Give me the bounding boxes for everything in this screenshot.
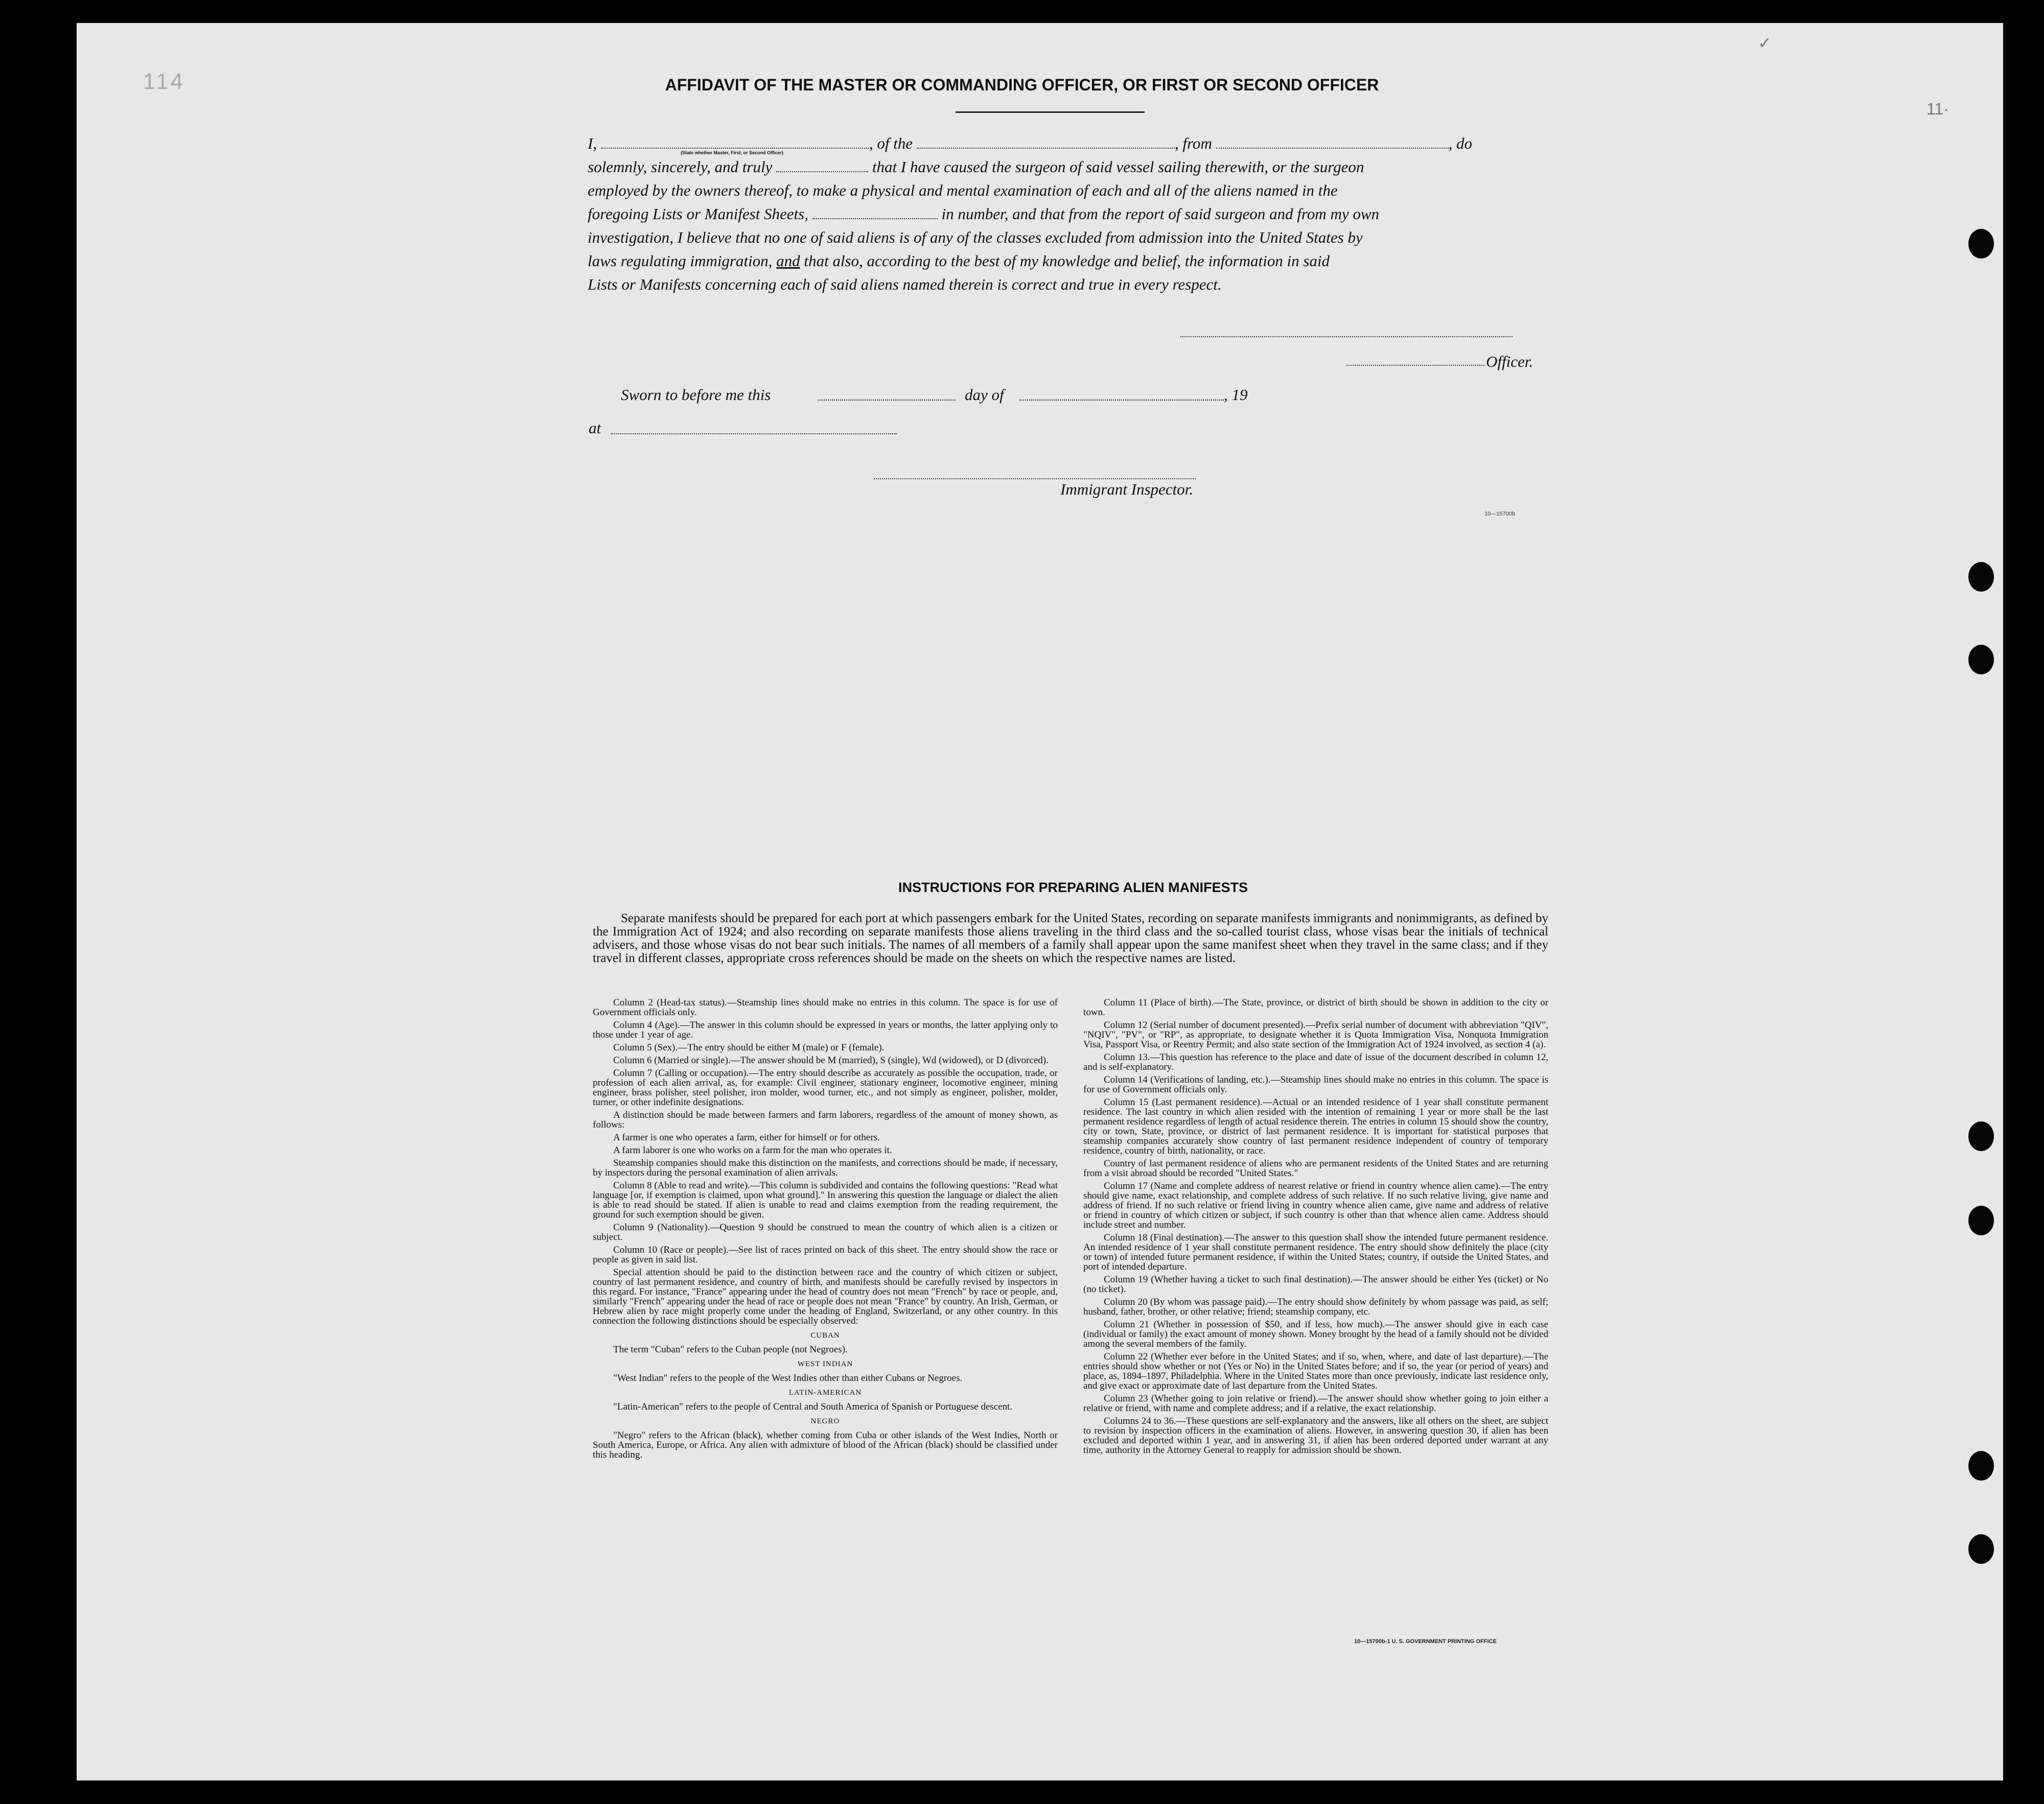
inspector-signature-line[interactable] bbox=[874, 478, 1196, 479]
corner-mark: ✓ bbox=[1758, 34, 1772, 52]
punch-hole bbox=[1968, 1206, 1994, 1235]
side-mark: 11· bbox=[1926, 100, 1949, 118]
punch-hole bbox=[1968, 562, 1994, 592]
officer-caption: Officer. bbox=[1486, 353, 1534, 370]
affidavit-text: solemnly, sincerely, and truly bbox=[588, 158, 773, 176]
instruction-paragraph: Column 5 (Sex).—The entry should be either M (male) or F (female). bbox=[613, 1042, 885, 1053]
instruction-paragraph: Column 22 (Whether ever before in the United States; and if so, when, where, and date of last departure).—The entries should show whether or not (Yes or No) in the United States before; and if so, the year (or period of years) and place, as, 1894–1897, Philadelphia. Where in the United States more than once previously, indicate last residence only, and give exact or approximate date of last departure from the United States. bbox=[1083, 1351, 1548, 1391]
of-the-label: , of the bbox=[869, 134, 913, 152]
sworn-label: Sworn to before me this bbox=[621, 386, 771, 404]
instructions-left-column bbox=[593, 998, 1058, 1463]
punch-hole bbox=[1968, 645, 1994, 674]
instruction-paragraph: "Latin-American" refers to the people of Central and South America of Spanish or Portuguese descent. bbox=[613, 1401, 1013, 1412]
instruction-paragraph: "West Indian" refers to the people of the West Indies other than either Cubans or Negroes. bbox=[613, 1373, 963, 1384]
instruction-paragraph: Column 18 (Final destination).—The answer to this question shall show the intended future permanent residence. An intended residence of 1 year shall constitute permanent residence. The entry should show definitely the place (city or town) of intended future permanent residence, if within the United States; country, if outside the United States, and port of intended departure. bbox=[1083, 1232, 1548, 1272]
pronoun-i: I, bbox=[588, 134, 597, 152]
punch-hole bbox=[1968, 229, 1994, 259]
officer-rank-field[interactable] bbox=[601, 135, 869, 149]
affidavit-title: AFFIDAVIT OF THE MASTER OR COMMANDING OFFICER, OR FIRST OR SECOND OFFICER bbox=[665, 76, 1379, 94]
affidavit-text: in number, and that from the report of said surgeon and from my own bbox=[941, 205, 1380, 223]
instruction-paragraph: A farmer is one who operates a farm, either for himself or for others. bbox=[613, 1132, 880, 1143]
affidavit-line-5: investigation, I believe that no one of said aliens is of any of the classes excluded from admission into the United States by bbox=[588, 228, 1363, 246]
section-heading-west-indian: WEST INDIAN bbox=[797, 1360, 853, 1368]
instruction-paragraph: Column 4 (Age).—The answer in this column should be expressed in years or months, the latter applying only to those under 1 year of age. bbox=[593, 1020, 1058, 1040]
affidavit-line-7: Lists or Manifests concerning each of said aliens named therein is correct and true in every respect. bbox=[588, 275, 1222, 293]
instructions-title: INSTRUCTIONS FOR PREPARING ALIEN MANIFESTS bbox=[898, 880, 1248, 895]
instruction-paragraph: A farm laborer is one who works on a farm for the man who operates it. bbox=[613, 1145, 892, 1156]
instruction-paragraph: "Negro" refers to the African (black), whether coming from Cuba or other islands of the West Indies, North or South America, Europe, or Africa. Any alien with admixture of blood of the African (black) should be classified under this heading. bbox=[593, 1430, 1058, 1460]
affidavit-text: foregoing Lists or Manifest Sheets, bbox=[588, 205, 808, 223]
affidavit-line-2 bbox=[588, 155, 1548, 179]
master-signature-line[interactable] bbox=[1180, 336, 1513, 337]
instruction-paragraph: Column 10 (Race or people).—See list of races printed on back of this sheet. The entry should show the race or people as given in said list. bbox=[593, 1245, 1058, 1265]
form-code: 10—15700b bbox=[1484, 511, 1515, 517]
instruction-paragraph: Column 12 (Serial number of document presented).—Prefix serial number of document with abbreviation "QIV", "NQIV", "PV", or "RP", as appropriate, to designate whether it is Quota Immigration Visa, Nonquota Immigration Visa, Passport Visa, or Reentry Permit; and also state section of the Immigration Act of 1924 involved, as section 4 (a). bbox=[1083, 1020, 1548, 1050]
page-number: 114 bbox=[143, 69, 185, 94]
sworn-day-field[interactable] bbox=[818, 400, 956, 401]
affidavit-line-3: employed by the owners thereof, to make a physical and mental examination of each and all of the aliens named in the bbox=[588, 181, 1338, 199]
year-label: , 19 bbox=[1224, 386, 1248, 404]
punch-hole bbox=[1968, 1534, 1994, 1564]
instruction-paragraph: Column 19 (Whether having a ticket to such final destination).—The answer should be either Yes (ticket) or No (no ticket). bbox=[1083, 1274, 1548, 1295]
sheet-count-field[interactable] bbox=[812, 206, 938, 219]
instruction-paragraph: A distinction should be made between farmers and farm laborers, regardless of the amount of money shown, as follows: bbox=[593, 1110, 1058, 1130]
instruction-paragraph: Column 15 (Last permanent residence).—Actual or an intended residence of 1 year shall constitute permanent residence. The last country in which alien resided with the intention of remaining 1 year or more shall be the last permanent residence regardless of length of actual residence therein. The entries in column 15 should show the country, city or town, State, province, or district of last permanent residence. It is important for statistical purposes that steamship companies accurately show country of last permanent residence independent of country of temporary residence, country of birth, nationality, or race. bbox=[1083, 1097, 1548, 1156]
vessel-name-field[interactable] bbox=[917, 135, 1175, 149]
instruction-paragraph: Column 21 (Whether in possession of $50, and if less, how much).—The answer should give in each case (individual or family) the exact amount of money shown. Money brought by the head of a family should not be divided among the several members of the family. bbox=[1083, 1319, 1548, 1349]
punch-hole bbox=[1968, 1451, 1994, 1481]
instruction-paragraph: Column 11 (Place of birth).—The State, province, or district of birth should be shown in addition to the city or town. bbox=[1083, 997, 1548, 1018]
instruction-paragraph: Column 8 (Able to read and write).—This column is subdivided and contains the following questions: "Read what language [or, if exemption is claimed, upon what ground]." In answering this question the language or dialect the alien is able to read should be stated. If alien is unable to read and claims exemption from the reading requirement, the ground for such exemption should be given. bbox=[593, 1180, 1058, 1220]
instruction-paragraph: Special attention should be paid to the distinction between race and the country of which citizen or subject, country of last permanent residence, and country of birth, and manifests should be carefully revised by inspectors in this regard. For instance, "France" appearing under the head of country does not mean "French" by race or people, and, similarly "French" appearing under the head of race or people does not mean "France" by country. An Irish, German, or Hebrew alien by race might properly come under the heading of England, Switzerland, or any other country. In this connection the following distinctions should be especially observed: bbox=[593, 1267, 1058, 1326]
sworn-month-field[interactable] bbox=[1019, 400, 1224, 401]
instruction-paragraph: Column 14 (Verifications of landing, etc.).—Steamship lines should make no entries in this column. The space is for use of Government officials only. bbox=[1083, 1074, 1548, 1095]
instruction-paragraph: Column 23 (Whether going to join relative or friend).—The answer should show whether going to join either a relative or friend, with name and complete address; and if a relative, the exact relationship. bbox=[1083, 1393, 1548, 1414]
officer-signature-line[interactable] bbox=[1346, 365, 1484, 366]
instruction-paragraph: Column 13.—This question has reference to the place and date of issue of the document described in column 12, and is self-explanatory. bbox=[1083, 1052, 1548, 1072]
day-of-label: day of bbox=[965, 386, 1004, 404]
sworn-place-field[interactable] bbox=[611, 433, 897, 434]
underlined-and: and bbox=[776, 252, 800, 270]
affidavit-text: that I have caused the surgeon of said vessel sailing therewith, or the surgeon bbox=[872, 158, 1364, 176]
instructions-intro bbox=[593, 912, 1548, 965]
from-label: , from bbox=[1174, 134, 1212, 152]
port-from-field[interactable] bbox=[1216, 135, 1449, 149]
instruction-paragraph: Columns 24 to 36.—These questions are self-explanatory and the answers, like all others on the sheet, are subject to revision by inspection officers in the examination of aliens. However, in answering question 30, if alien has been excluded and deported within 1 year, and in answering 31, if alien has been ordered deported under warrant at any time, authority in the Attorney General to reapply for admission should be shown. bbox=[1083, 1416, 1548, 1456]
title-rule bbox=[956, 111, 1145, 113]
affidavit-line-4 bbox=[588, 202, 1548, 226]
affidavit-text: that also, according to the best of my knowledge and belief, the information in said bbox=[804, 252, 1330, 270]
section-heading-latin-american: LATIN-AMERICAN bbox=[788, 1389, 862, 1397]
punch-hole bbox=[1968, 1121, 1994, 1151]
instruction-paragraph: Column 2 (Head-tax status).—Steamship lines should make no entries in this column. The space is for use of Government officials only. bbox=[593, 997, 1058, 1018]
instruction-paragraph: Column 6 (Married or single).—The answer should be M (married), S (single), Wd (widowed), or D (divorced). bbox=[613, 1055, 1049, 1066]
affidavit-body bbox=[588, 132, 1548, 296]
section-heading-cuban: CUBAN bbox=[810, 1331, 840, 1340]
instruction-paragraph: Column 9 (Nationality).—Question 9 should be construed to mean the country of which alien is a citizen or subject. bbox=[593, 1222, 1058, 1243]
do-label: , do bbox=[1448, 134, 1472, 152]
instruction-paragraph: The term "Cuban" refers to the Cuban people (not Negroes). bbox=[613, 1344, 848, 1355]
instruction-paragraph: Column 7 (Calling or occupation).—The entry should describe as accurately as possible the occupation, trade, or profession of each alien arrival, as, for example: Civil engineer, stationary engineer, locomotive engineer, mining engineer, brass polisher, steel polisher, iron molder, wood turner, etc., and not simply as engineer, polisher, molder, turner, or other indefinite designations. bbox=[593, 1068, 1058, 1108]
instruction-paragraph: Column 17 (Name and complete address of nearest relative or friend in country whence alien came).—The entry should give name, exact relationship, and complete address of such relative. If no such relative living, give name and address of friend. If no such relative or friend living in country whence alien came, give name and address of relative or friend in country of which citizen or subject, if such country is other than that whence alien came. Address should include street and number. bbox=[1083, 1181, 1548, 1230]
intro-paragraph: Separate manifests should be prepared for each port at which passengers embark for the United States, recording on separate manifests immigrants and nonimmigrants, as defined by the Immigration Act of 1924; and also recording on separate manifests those aliens traveling in the third class and the so-called tourist class, whose visas bear the initials of technical advisers, and those whose visas do not bear such initials. The names of all members of a family shall appear upon the same manifest sheet when they travel in the same class; and if they travel in different classes, appropriate cross references should be made on the sheets on which the respective names are listed. bbox=[593, 911, 1548, 965]
oath-field[interactable] bbox=[776, 159, 868, 172]
instruction-paragraph: Country of last permanent residence of aliens who are permanent residents of the United States and are returning from a visit abroad should be recorded "United States." bbox=[1083, 1158, 1548, 1179]
instruction-paragraph: Steamship companies should make this distinction on the manifests, and corrections should be made, if necessary, by inspectors during the personal examination of alien arrivals. bbox=[593, 1158, 1058, 1178]
printing-office-footer: 10—15700b-1 U. S. GOVERNMENT PRINTING OFFICE bbox=[1354, 1638, 1497, 1645]
affidavit-line-6 bbox=[588, 249, 1548, 273]
affidavit-text: laws regulating immigration, bbox=[588, 252, 773, 270]
rank-note: (State whether Master, First, or Second Officer) bbox=[681, 150, 784, 155]
inspector-caption: Immigrant Inspector. bbox=[1060, 480, 1194, 498]
instruction-paragraph: Column 20 (By whom was passage paid).—The entry should show definitely by whom passage was paid, as self; husband, father, brother, or other relative; friend; steamship company, etc. bbox=[1083, 1297, 1548, 1317]
section-heading-negro: NEGRO bbox=[810, 1417, 840, 1425]
instructions-right-column bbox=[1083, 998, 1548, 1458]
at-label: at bbox=[589, 419, 601, 437]
